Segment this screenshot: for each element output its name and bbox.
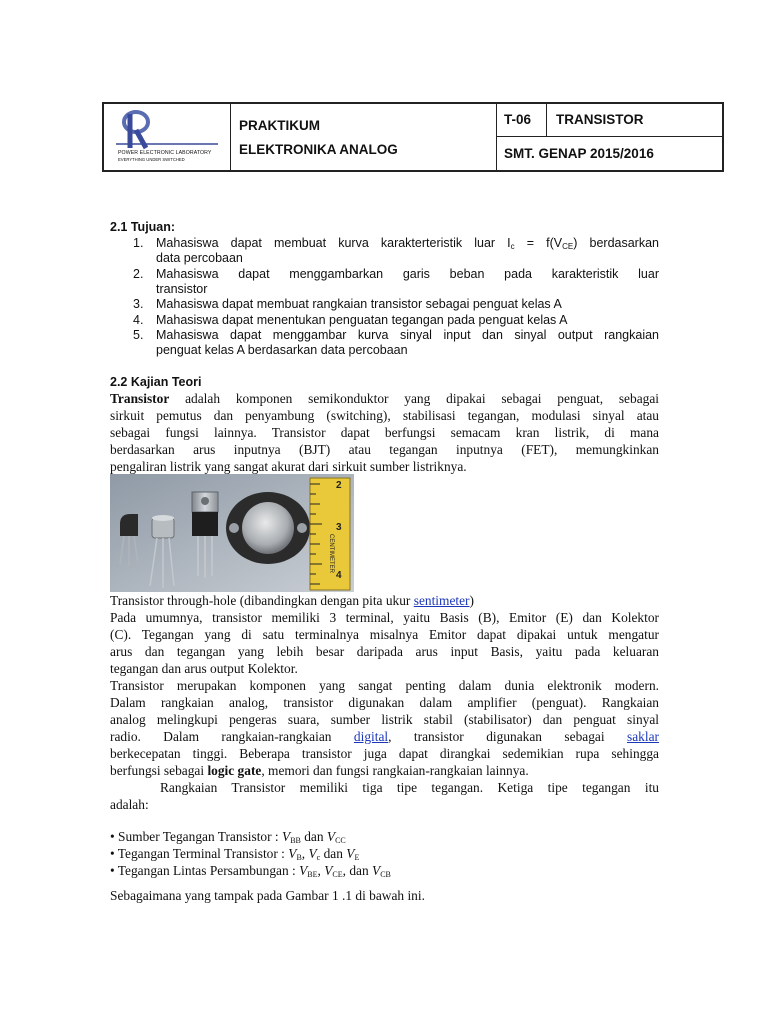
paragraph-line: sirkuit pemutus dan penyambung (switching), stabilisasi tegangan, modulasi sinyal atau bbox=[110, 408, 659, 423]
title-cell bbox=[231, 104, 497, 170]
lab-logo-icon bbox=[112, 108, 222, 152]
list-item: Mahasiswa dapat membuat kurva karakterteristik luar $I_c = f(V_{CE})$ berdasarkan bbox=[156, 236, 659, 251]
bullet-item: • Tegangan Terminal Transistor : $V_B$, $V_c$ dan $V_E$ bbox=[110, 846, 360, 862]
semester-label: SMT. GENAP 2015/2016 bbox=[504, 146, 654, 161]
logo-text-lab: POWER ELECTRONIC LABORATORY bbox=[118, 150, 212, 156]
list-number: 4. bbox=[133, 313, 144, 327]
paragraph-line: sebagai fungsi lainnya. Transistor dapat berfungsi semacam kran listrik, di mana bbox=[110, 425, 659, 440]
paragraph-line: berdasarkan arus inputnya (BJT) atau tegangan inputnya (FET), memungkinkan bbox=[110, 442, 659, 457]
paragraph-line: berkecepatan tinggi. Beberapa transistor juga dapat dirangkai sedemikian rupa sehingga bbox=[110, 746, 659, 761]
logo-text-tagline: EVERYTHING UNDER SWITCHED bbox=[118, 157, 185, 162]
sentimeter-link[interactable]: sentimeter bbox=[413, 593, 470, 608]
logo-cell bbox=[104, 104, 231, 170]
paragraph-line: pengaliran listrik yang sangat akurat dari sirkuit sumber listriknya. bbox=[110, 459, 467, 474]
list-item: Mahasiswa dapat menggambar kurva sinyal input dan sinyal output rangkaian bbox=[156, 328, 659, 342]
digital-link[interactable]: digital bbox=[353, 729, 389, 744]
paragraph-line: berfungsi sebagai logic gate, memori dan fungsi rangkaian-rangkaian lainnya. bbox=[110, 763, 529, 778]
paragraph-line: adalah: bbox=[110, 797, 149, 812]
paragraph-line: analog melingkupi pengeras suara, sumber listrik stabil (stabilisator) dan penguat sinyal bbox=[110, 712, 659, 727]
list-number: 2. bbox=[133, 267, 144, 281]
list-item: Mahasiswa dapat membuat rangkaian transistor sebagai penguat kelas A bbox=[156, 297, 562, 311]
module-code: T-06 bbox=[504, 112, 532, 127]
paragraph-line: arus dan tegangan yang lebih besar daripada arus input Basis, yaitu pada keluaran bbox=[110, 644, 659, 659]
section-heading-tujuan: 2.1 Tujuan: bbox=[110, 220, 176, 234]
bullet-item: • Sumber Tegangan Transistor : $V_{BB}$ dan $V_{CC}$ bbox=[110, 829, 346, 845]
paragraph-line: (C). Tegangan yang di satu terminalnya misalnya Emitor dapat dipakai untuk mengatur bbox=[110, 627, 659, 642]
transistor-photo-drawing bbox=[110, 474, 354, 592]
paragraph-line: Transistor merupakan komponen yang sangat penting dalam dunia elektronik modern. bbox=[110, 678, 659, 693]
ruler-number: 2 bbox=[336, 480, 342, 491]
topic-cell bbox=[547, 104, 724, 137]
header-table bbox=[102, 102, 724, 172]
bullet-item: • Tegangan Lintas Persambungan : $V_{BE}$, $V_{CE}$, dan $V_{CB}$ bbox=[110, 863, 391, 879]
paragraph-line: Rangkaian Transistor memiliki tiga tipe tegangan. Ketiga tipe tegangan itu bbox=[160, 780, 659, 795]
title-line2: ELEKTRONIKA ANALOG bbox=[239, 142, 398, 157]
module-topic: TRANSISTOR bbox=[556, 112, 644, 127]
saklar-link[interactable]: saklar bbox=[627, 729, 659, 744]
list-item: Mahasiswa dapat menggambarkan garis beban pada karakteristik luar bbox=[156, 267, 659, 281]
paragraph-line: tegangan dan arus output Kolektor. bbox=[110, 661, 298, 676]
paragraph-line: Dalam rangkaian analog, transistor digunakan dalam amplifier (penguat). Rangkaian bbox=[110, 695, 659, 710]
paragraph-line: radio. Dalam rangkaian-rangkaian digital, transistor digunakan sebagai saklar bbox=[110, 729, 659, 744]
list-item-cont: transistor bbox=[156, 282, 208, 296]
code-cell bbox=[497, 104, 547, 137]
ruler-number: 4 bbox=[336, 570, 342, 581]
photo-caption: Transistor through-hole (dibandingkan dengan pita ukur sentimeter) bbox=[110, 593, 474, 608]
semester-cell bbox=[497, 137, 724, 170]
closing-line: Sebagaimana yang tampak pada Gambar 1 .1 di bawah ini. bbox=[110, 888, 425, 903]
list-number: 1. bbox=[133, 236, 144, 250]
paragraph-line: Transistor adalah komponen semikonduktor yang dipakai sebagai penguat, sebagai bbox=[110, 391, 659, 406]
list-number: 5. bbox=[133, 328, 144, 342]
list-number: 3. bbox=[133, 297, 144, 311]
transistor-photo bbox=[110, 474, 354, 592]
list-item: Mahasiswa dapat menentukan penguatan tegangan pada penguat kelas A bbox=[156, 313, 568, 327]
list-item-cont: data percobaan bbox=[156, 251, 243, 265]
paragraph-line: Pada umumnya, transistor memiliki 3 terminal, yaitu Basis (B), Emitor (E) dan Kolektor bbox=[110, 610, 659, 625]
list-item-cont: penguat kelas A berdasarkan data percobaan bbox=[156, 343, 408, 357]
ruler-number: 3 bbox=[336, 522, 342, 533]
title-line1: PRAKTIKUM bbox=[239, 118, 320, 133]
ruler-label: CENTIMETER bbox=[328, 534, 334, 573]
section-heading-kajian: 2.2 Kajian Teori bbox=[110, 375, 202, 389]
